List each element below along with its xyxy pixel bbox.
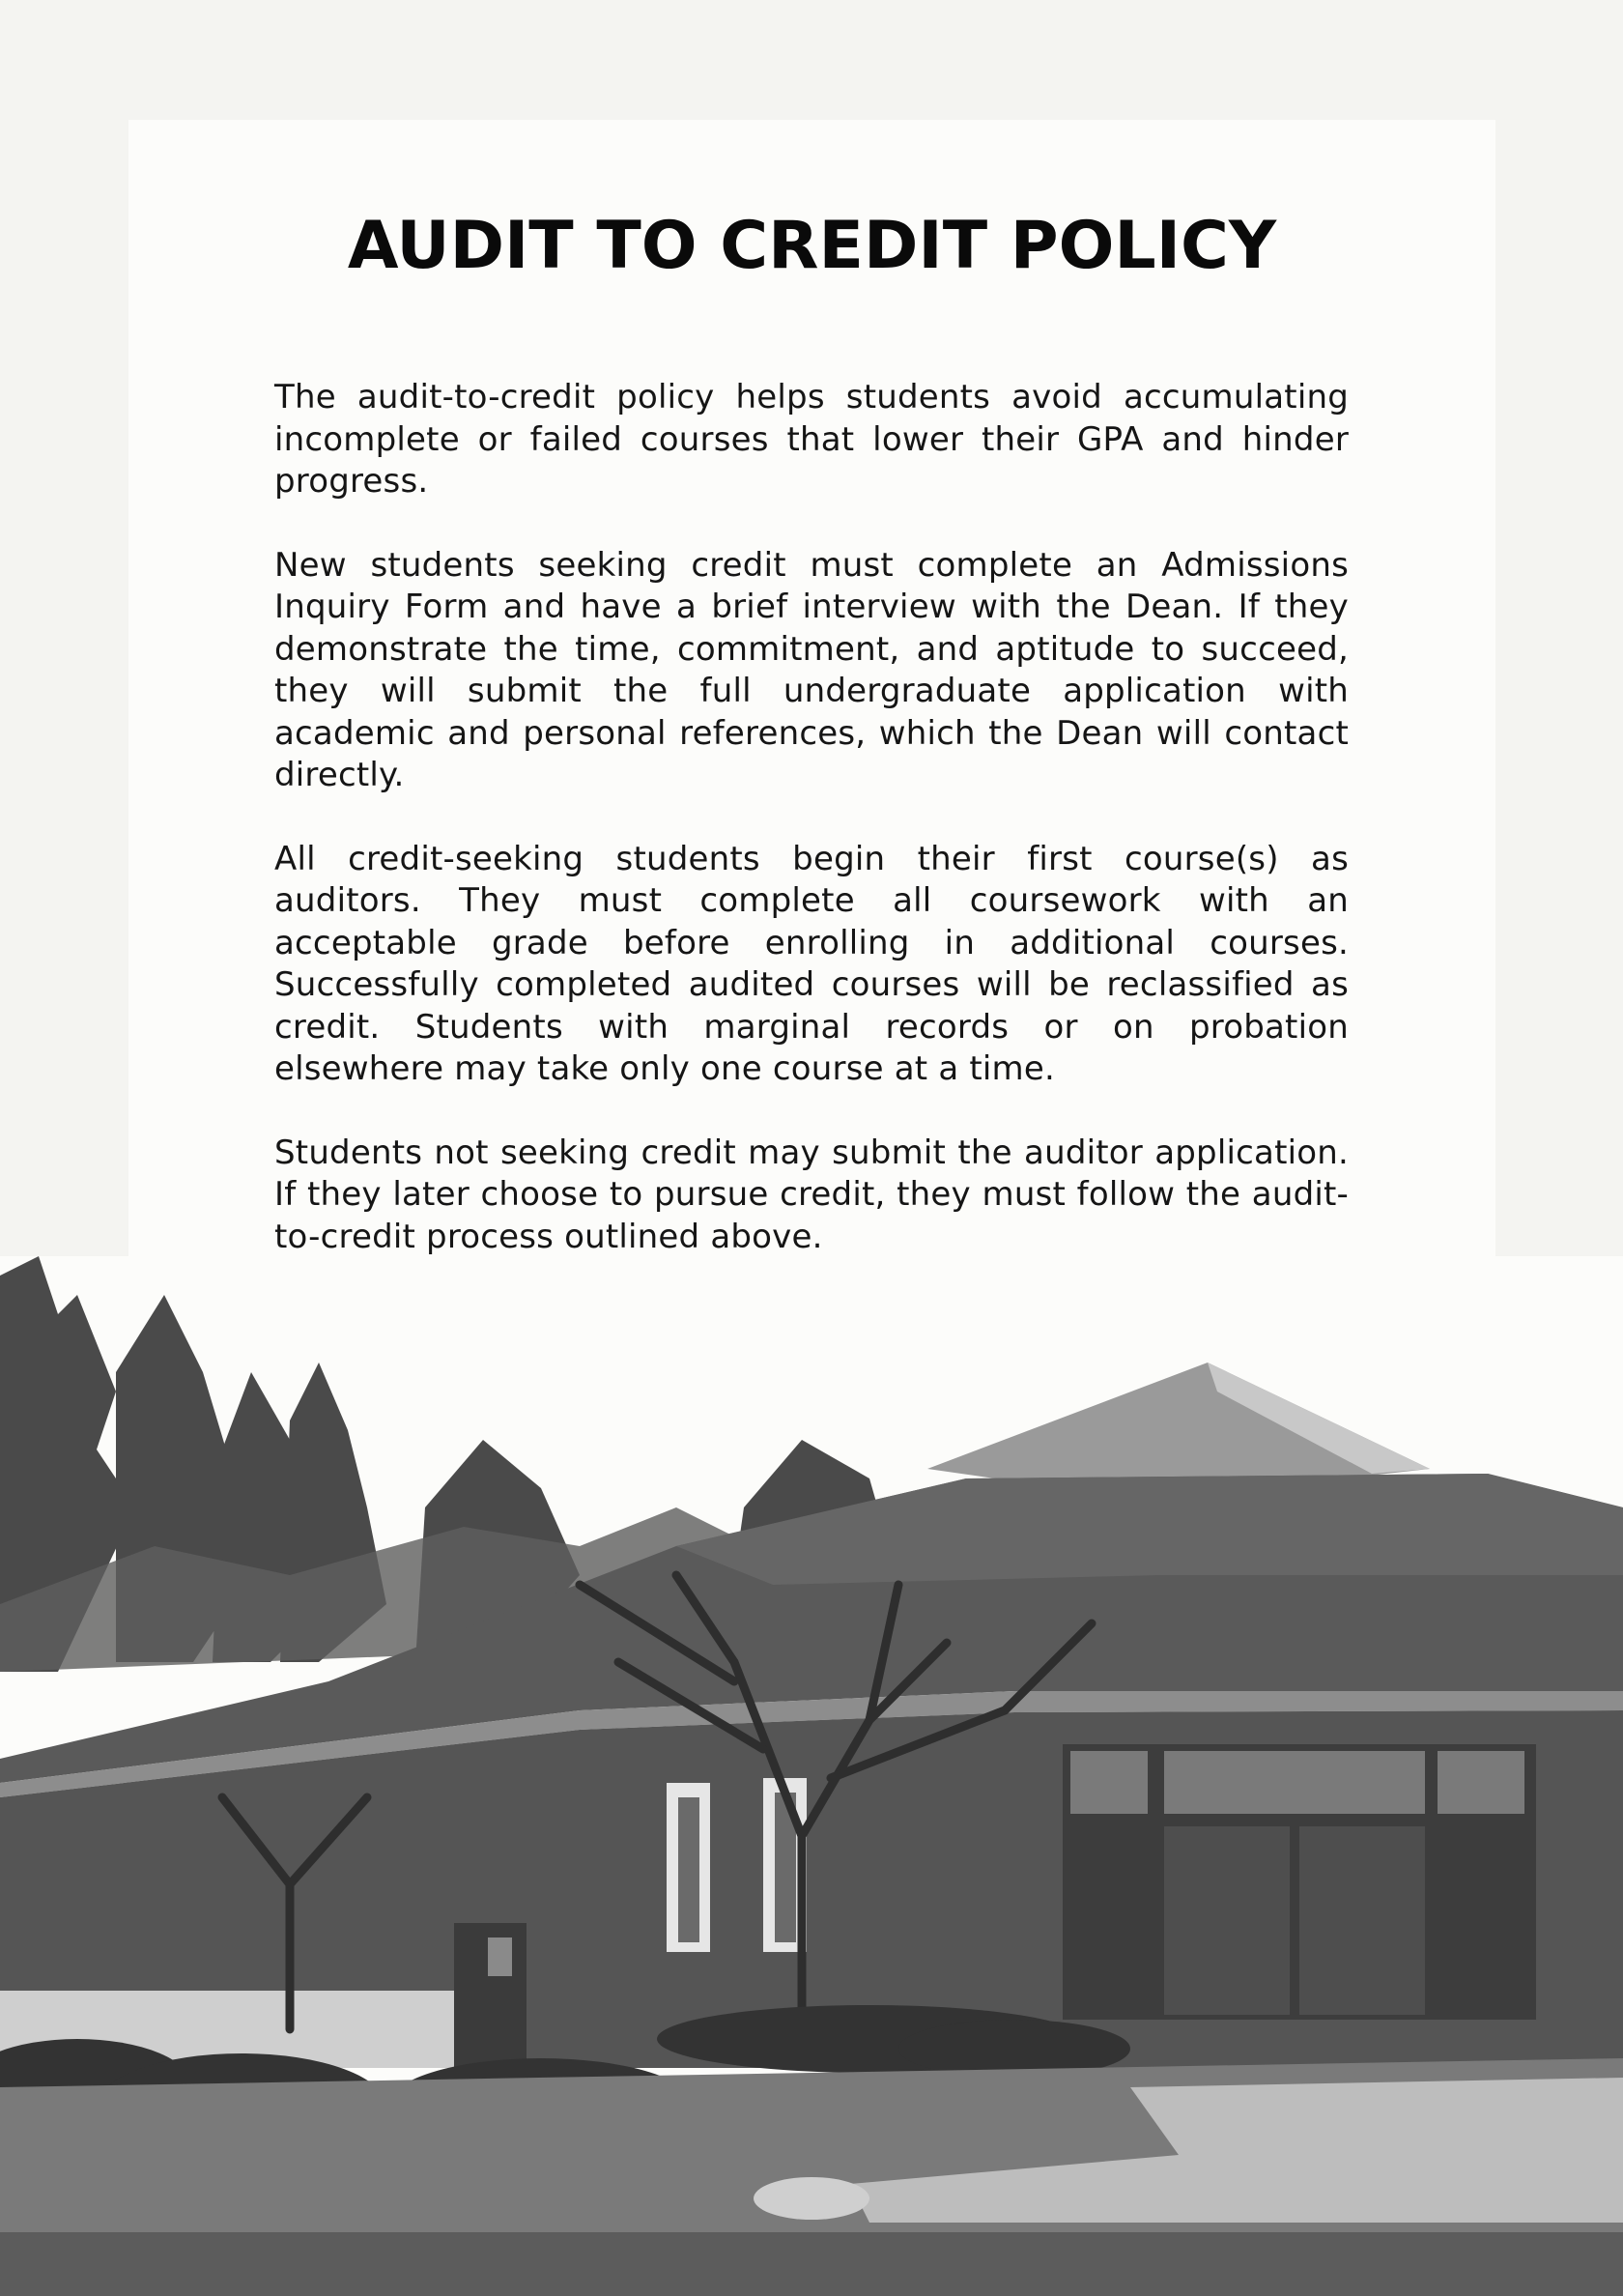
policy-paragraph-credit-seeking: All credit-seeking students begin their first course(s) as auditors. They must complete all coursework with an acceptable grade before enrolling in additional courses. Successfully completed audited courses will be reclassified as credit. Students with marginal records or on probation elsewhere may take only one course at a time. xyxy=(274,839,1349,1088)
policy-paragraph-non-credit: Students not seeking credit may submit the auditor application. If they later choose to pursue credit, they must follow the audit-to-credit process outlined above. xyxy=(274,1133,1349,1256)
policy-body xyxy=(274,377,1349,1300)
boulder xyxy=(754,2177,869,2220)
policy-paragraph-new-students: New students seeking credit must complete an Admissions Inquiry Form and have a brief interview with the Dean. If they demonstrate the time, commitment, and aptitude to succeed, they will submit the full undergraduate application with academic and personal references, which the Dean will contact directly. xyxy=(274,545,1349,794)
page-title: AUDIT TO CREDIT POLICY xyxy=(347,208,1277,284)
road xyxy=(0,2232,1623,2296)
campus-building-illustration xyxy=(0,1256,1623,2296)
policy-paragraph-intro: The audit-to-credit policy helps students avoid accumulating incomplete or failed courses that lower their GPA and hinder progress. xyxy=(274,378,1349,501)
campus-building-photo xyxy=(0,1256,1623,2296)
